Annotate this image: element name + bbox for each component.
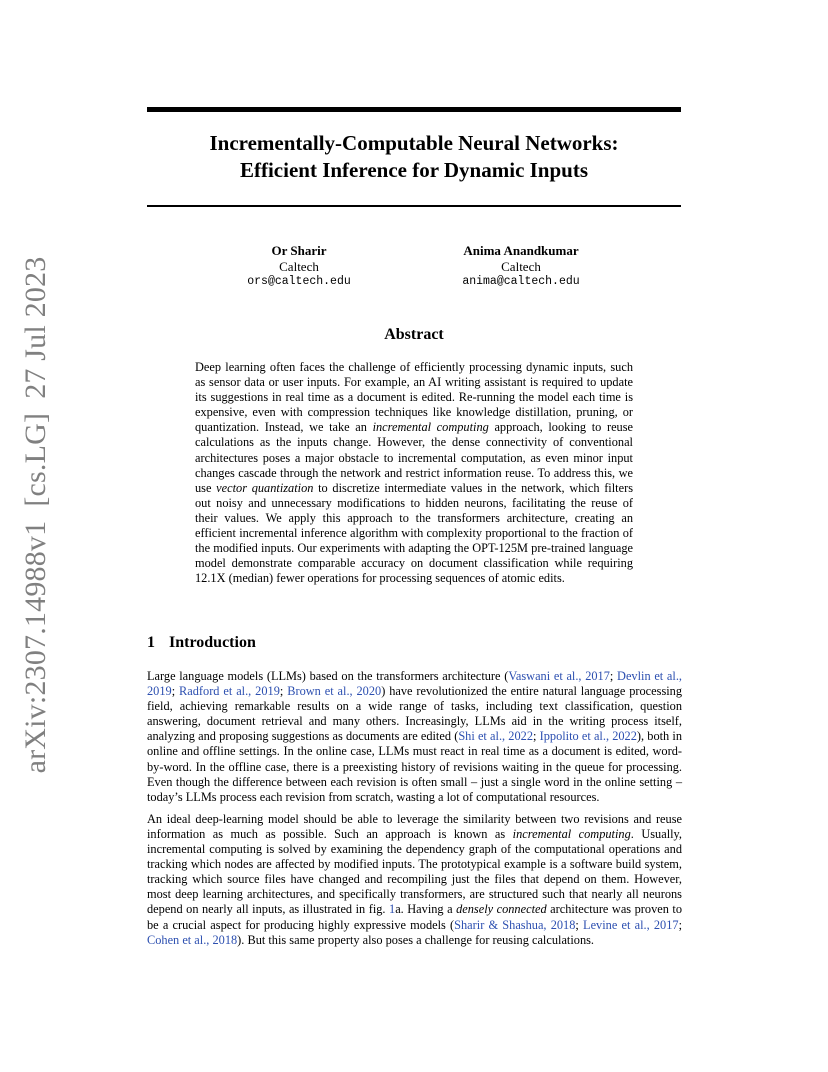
author-affiliation: Caltech	[501, 258, 541, 274]
abstract-text-segment: to discretize intermediate values in the network, which filters out noisy and unnecessary modifications to hidden neurons, facilitating the reuse of their values. We apply this approach to the transformers architecture, creating an efficient incremental inference algorithm with complexity proportional to the fraction of the modified inputs. Our experiments with adapting the OPT-125M pre-trained language model demonstrate comparable accuracy on document classification while requiring 12.1X (median) fewer operations for processing sequences of atomic edits.	[195, 480, 633, 586]
citation-link[interactable]: Devlin et al., 2019	[147, 669, 682, 699]
arxiv-id: arXiv:2307.14988v1	[19, 520, 52, 774]
citation-separator: ;	[533, 729, 540, 744]
paragraph-text: a. Having a	[395, 902, 457, 917]
section-heading-introduction	[147, 634, 256, 652]
paragraph-text: architecture was proven to be a crucial aspect for producing highly expressive models (	[147, 902, 682, 932]
abstract-text-segment: approach, looking to reuse calculations as the inputs change. However, the dense connectivity of conventional architectures poses a major obstacle to incremental computation, as even minor input changes cascade through the network and restrict information reuse. To address this, we use	[195, 420, 633, 495]
title-line-1: Incrementally-Computable Neural Networks:	[209, 131, 619, 155]
author-block-2	[401, 243, 641, 290]
author-block-1	[179, 243, 419, 290]
citation-separator: ;	[609, 669, 618, 683]
author-name: Anima Anandkumar	[463, 243, 579, 258]
figure-reference-link[interactable]: 1	[389, 902, 396, 917]
citation-link[interactable]: Cohen et al., 2018	[147, 932, 238, 947]
abstract-emphasis: vector quantization	[216, 480, 314, 495]
introduction-paragraph-2	[147, 812, 682, 948]
abstract-text-segment: Deep learning often faces the challenge of efficiently processing dynamic inputs, such as sensor data or user inputs. For example, an AI writing assistant is required to update its suggestions in real time as a document is edited. Re-running the model each time is expensive, even with compression techniques like knowledge distillation, pruning, or quantization. Instead, we take an	[195, 360, 633, 435]
citation-link[interactable]: Sharir & Shashua, 2018	[454, 917, 576, 932]
author-affiliation: Caltech	[279, 258, 319, 274]
abstract-heading: Abstract	[384, 326, 444, 343]
emphasis-text: incremental computing	[512, 826, 631, 841]
introduction-paragraph-1	[147, 669, 682, 805]
section-title: Introduction	[169, 634, 256, 651]
paragraph-text: ) have revolutionized the entire natural language processing field, achieving remarkable results on a wide range of tasks, including text classification, question answering, document retrieval and many others. Increasingly, LLMs aid in the writing process itself, analyzing and proposing suggestions as documents are edited (	[147, 684, 683, 744]
citation-link[interactable]: Levine et al., 2017	[583, 917, 679, 932]
author-email[interactable]: anima@caltech.edu	[462, 275, 580, 288]
citation-separator: ;	[575, 917, 584, 932]
citation-link[interactable]: Vaswani et al., 2017	[508, 669, 610, 683]
paragraph-text: ). But this same property also poses a challenge for reusing calculations.	[237, 932, 595, 947]
arxiv-identifier-stamp	[19, 257, 53, 774]
citation-link[interactable]: Radford et al., 2019	[179, 684, 280, 699]
abstract-text	[195, 360, 633, 586]
title-line-2: Efficient Inference for Dynamic Inputs	[239, 158, 589, 182]
citation-link[interactable]: Ippolito et al., 2022	[539, 729, 637, 744]
paragraph-text: Large language models (LLMs) based on the transformers architecture (	[147, 669, 509, 683]
introduction-body	[147, 669, 682, 955]
citation-separator: ;	[171, 684, 180, 699]
paragraph-text: An ideal deep-learning model should be able to leverage the similarity between two revisions and reuse information as much as possible. Such an approach is known as	[147, 811, 682, 841]
abstract-emphasis: incremental computing	[372, 420, 489, 435]
citation-separator: ;	[279, 684, 288, 699]
arxiv-date: 27 Jul 2023	[19, 256, 52, 399]
paper-title	[147, 130, 681, 184]
paragraph-text: ), both in online and offline settings. In the online case, LLMs must react in real time as a document is edited, word-by-word. In the offline case, there is a preexisting history of revisions waiting in the queue for processing. Even though the difference between each revision is often small – just a single word in the online setting – today’s LLMs process each revision from scratch, wasting a lot of computational resources.	[147, 729, 683, 804]
title-top-rule	[147, 107, 681, 112]
citation-separator: ;	[678, 917, 682, 932]
author-email[interactable]: ors@caltech.edu	[247, 275, 351, 288]
section-number: 1	[147, 634, 155, 651]
author-name: Or Sharir	[271, 243, 327, 258]
paragraph-text: . Usually, incremental computing is solved by examining the dependency graph of the computational operations and tracking which nodes are affected by modified inputs. The prototypical example is a software build system, tracking which source files have changed and recompiling just the files that depend on them. However, most deep learning architectures, and specifically transformers, are structured such that nearly all neurons depend on nearly all inputs, as illustrated in fig.	[147, 826, 683, 917]
emphasis-text: densely connected	[456, 902, 547, 917]
title-bottom-rule	[147, 205, 681, 207]
citation-link[interactable]: Shi et al., 2022	[458, 729, 533, 744]
arxiv-category: [cs.LG]	[19, 412, 52, 507]
citation-link[interactable]: Brown et al., 2020	[287, 684, 382, 699]
